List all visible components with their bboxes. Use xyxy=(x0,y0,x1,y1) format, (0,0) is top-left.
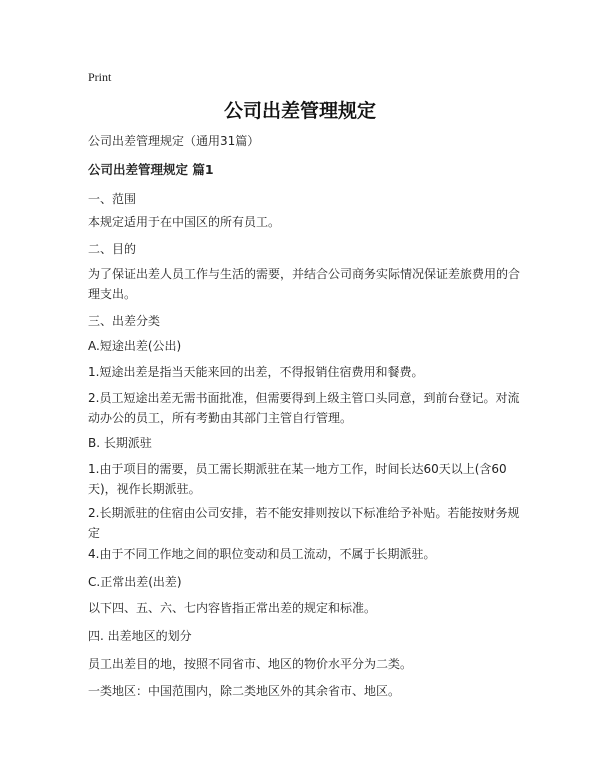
paragraph-region-text: 员工出差目的地，按照不同省市、地区的物价水平分为二类。 xyxy=(88,657,413,671)
document-subtitle: 公司出差管理规定（通用31篇） xyxy=(88,134,260,148)
paragraph-short-trip-1: 1.短途出差是指当天能来回的出差，不得报销住宿费用和餐费。 xyxy=(88,365,424,379)
paragraph-normal-trip-text: 以下四、五、六、七内容皆指正常出差的规定和标准。 xyxy=(88,601,377,615)
paragraph-purpose-text: 为了保证出差人员工作与生活的需要，并结合公司商务实际情况保证差旅费用的合理支出。 xyxy=(88,267,521,301)
paragraph-short-trip-2: 2.员工短途出差无需书面批准，但需要得到上级主管口头同意，到前台登记。对流动办公的员工，所有考勤由其部门主管自行管理。 xyxy=(88,391,520,425)
paragraph-scope-text: 本规定适用于在中国区的所有员工。 xyxy=(88,215,281,229)
paragraph-long-term-1: 1.由于项目的需要，员工需长期派驻在某一地方工作，时间长达60天以上(含60天)，视作长期派驻。 xyxy=(88,462,507,496)
paragraph-long-term-4: 4.由于不同工作地之间的职位变动和员工流动，不属于长期派驻。 xyxy=(88,547,436,561)
paragraph-region-heading: 四. 出差地区的划分 xyxy=(88,629,192,643)
paragraph-classification-heading: 三、出差分类 xyxy=(88,314,161,328)
section-heading: 公司出差管理规定 篇1 xyxy=(88,162,214,177)
paragraph-short-trip-heading: A.短途出差(公出) xyxy=(88,339,182,353)
paragraph-long-term-2: 2.长期派驻的住宿由公司安排，若不能安排则按以下标准给予补贴。若能按财务规定 xyxy=(88,506,520,540)
paragraph-scope-heading: 一、范围 xyxy=(88,192,137,206)
paragraph-region-class-1: 一类地区：中国范围内，除二类地区外的其余省市、地区。 xyxy=(88,684,401,698)
paragraph-long-term-heading: B. 长期派驻 xyxy=(88,436,152,450)
document-title: 公司出差管理规定 xyxy=(223,100,376,122)
paragraph-purpose-heading: 二、目的 xyxy=(88,242,137,256)
paragraph-normal-trip-heading: C.正常出差(出差) xyxy=(88,575,182,589)
print-label: Print xyxy=(88,70,112,84)
